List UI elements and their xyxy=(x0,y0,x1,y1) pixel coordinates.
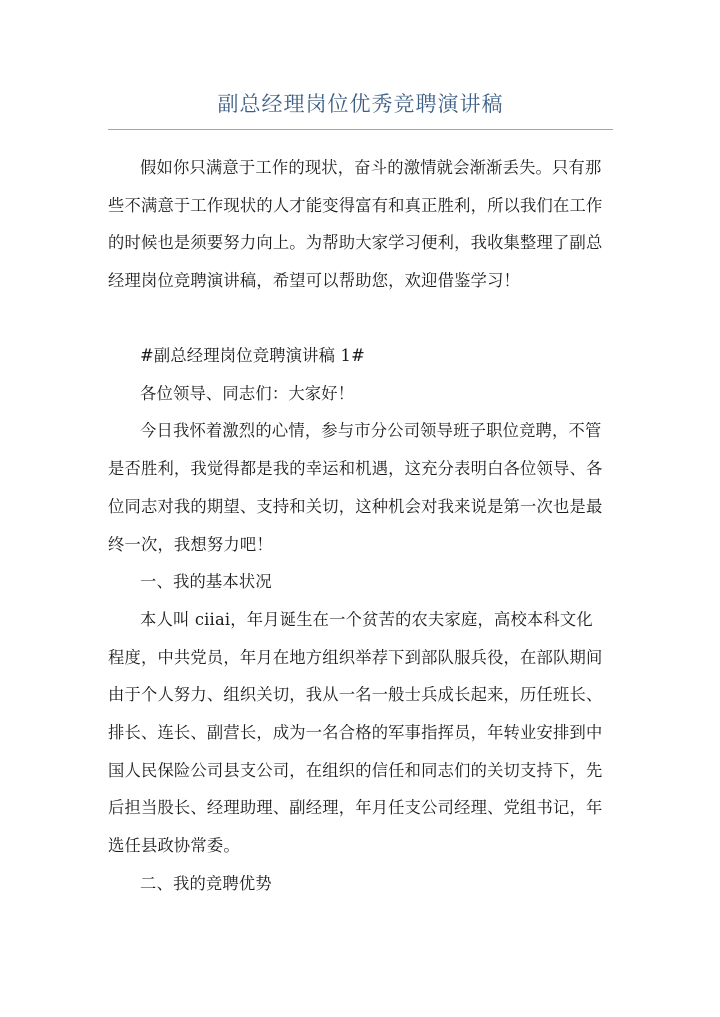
paragraph-line: 终一次，我想努力吧！ xyxy=(108,535,273,554)
heading-basic-status: 一、我的基本状况 xyxy=(140,572,272,591)
paragraph-line: 是否胜利，我觉得都是我的幸运和机遇，这充分表明白各位领导、各 xyxy=(108,459,603,478)
title-divider xyxy=(108,129,613,130)
paragraph-line: 本人叫 ciiai，年月诞生在一个贫苦的农夫家庭，高校本科文化 xyxy=(140,610,593,629)
paragraph-line: 选任县政协常委。 xyxy=(108,836,240,855)
paragraph-line: 位同志对我的期望、支持和关切，这种机会对我来说是第一次也是最 xyxy=(108,497,603,516)
paragraph-line: 国人民保险公司县支公司，在组织的信任和同志们的关切支持下，先 xyxy=(108,761,603,780)
paragraph-line: 今日我怀着激烈的心情，参与市分公司领导班子职位竞聘，不管 xyxy=(140,421,602,440)
paragraph-line: 程度，中共党员，年月在地方组织举荐下到部队服兵役，在部队期间 xyxy=(108,648,603,667)
paragraph-line: 由于个人努力、组织关切，我从一名一般士兵成长起来，历任班长、 xyxy=(108,685,603,704)
intro-line: 经理岗位竞聘演讲稿，希望可以帮助您，欢迎借鉴学习！ xyxy=(108,271,521,290)
paragraph-line: 排长、连长、副营长，成为一名合格的军事指挥员，年转业安排到中 xyxy=(108,723,603,742)
paragraph-line: 后担当股长、经理助理、副经理，年月任支公司经理、党组书记，年 xyxy=(108,798,603,817)
intro-line: 些不满意于工作现状的人才能变得富有和真正胜利，所以我们在工作 xyxy=(108,196,603,215)
document-title: 副总经理岗位优秀竞聘演讲稿 xyxy=(217,92,504,116)
section-heading: #副总经理岗位竞聘演讲稿 1# xyxy=(140,346,365,365)
heading-advantages: 二、我的竞聘优势 xyxy=(140,874,272,893)
greeting: 各位领导、同志们：大家好！ xyxy=(140,384,355,403)
intro-line: 的时候也是须要努力向上。为帮助大家学习便利，我收集整理了副总 xyxy=(108,233,603,252)
intro-line: 假如你只满意于工作的现状，奋斗的激情就会渐渐丢失。只有那 xyxy=(140,158,602,177)
